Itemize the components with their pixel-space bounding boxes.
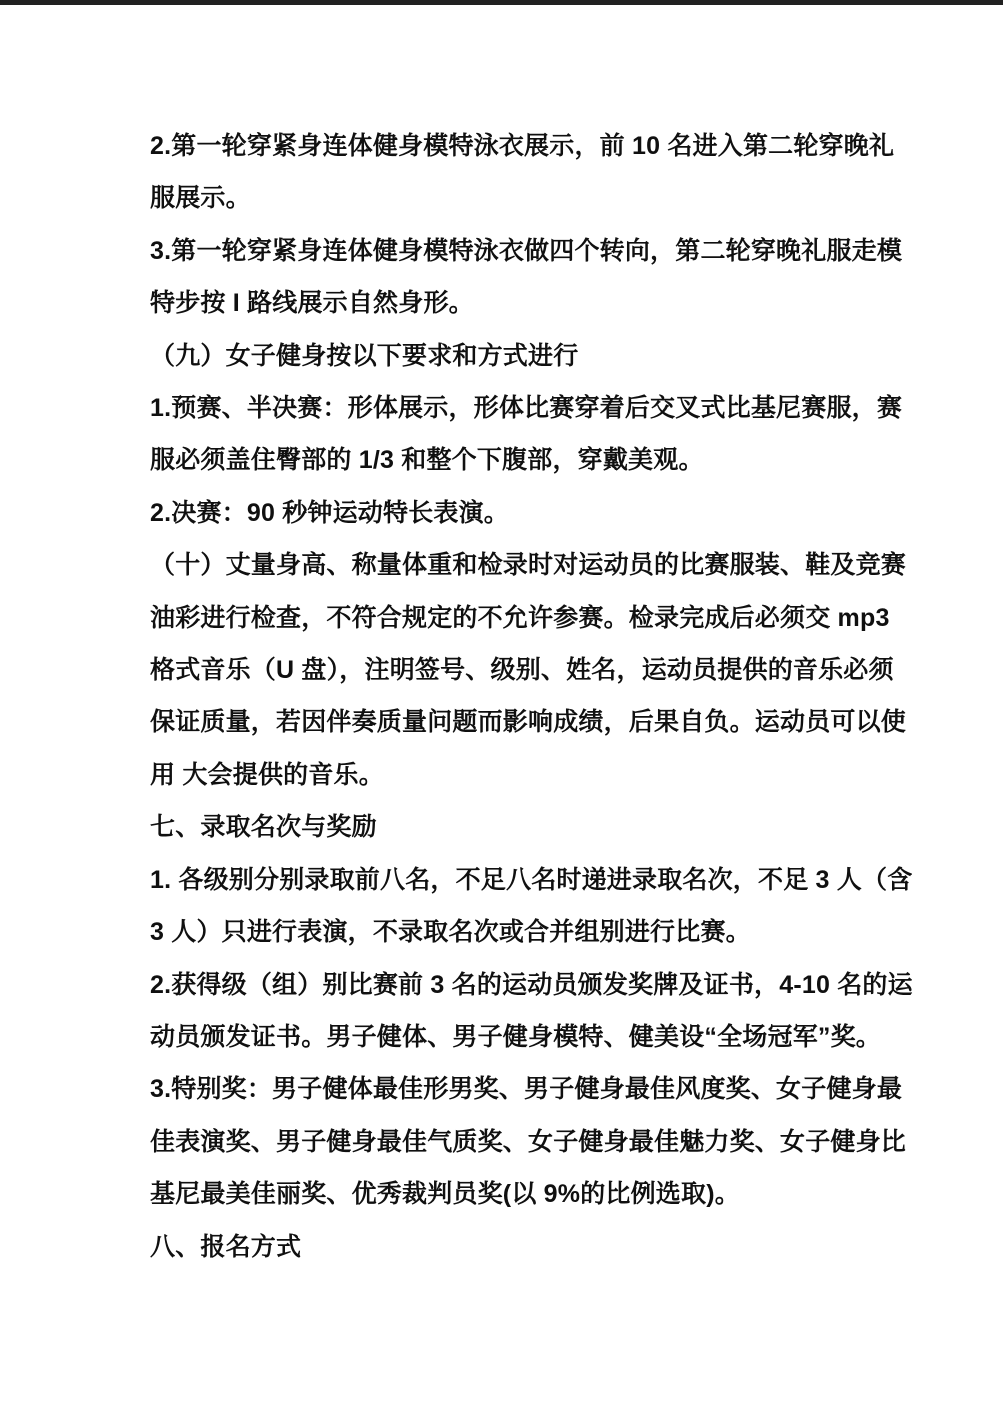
text-line: （九）女子健身按以下要求和方式进行	[150, 341, 579, 370]
text-line: 2.决赛：90 秒钟运动特长表演。	[150, 498, 510, 527]
text-line: 七、录取名次与奖励	[150, 813, 377, 842]
text-line: 佳表演奖、男子健身最佳气质奖、女子健身最佳魅力奖、女子健身比	[150, 1127, 907, 1156]
text-line: 保证质量，若因伴奏质量问题而影响成绩，后果自负。运动员可以使	[150, 708, 907, 737]
text-line: 3.特别奖：男子健体最佳形男奖、男子健身最佳风度奖、女子健身最	[150, 1075, 903, 1104]
text-line: 八、报名方式	[150, 1232, 302, 1261]
text-line: 服必须盖住臀部的 1/3 和整个下腹部，穿戴美观。	[150, 446, 704, 475]
text-line: 3 人）只进行表演，不录取名次或合并组别进行比赛。	[150, 918, 751, 947]
text-line: 特步按 I 路线展示自然身形。	[150, 289, 474, 318]
top-edge-bar	[0, 0, 1003, 5]
text-line: 1.预赛、半决赛：形体展示，形体比赛穿着后交叉式比基尼赛服，赛	[150, 394, 903, 423]
text-line: 3.第一轮穿紧身连体健身模特泳衣做四个转向，第二轮穿晚礼服走模	[150, 236, 903, 265]
text-line: 2.获得级（组）别比赛前 3 名的运动员颁发奖牌及证书，4-10 名的运	[150, 970, 913, 999]
text-line: 1. 各级别分别录取前八名，不足八名时递进录取名次，不足 3 人（含	[150, 865, 913, 894]
text-line: 油彩进行检查，不符合规定的不允许参赛。检录完成后必须交 mp3	[150, 603, 890, 632]
document-text-block	[150, 120, 913, 1273]
text-line: 动员颁发证书。男子健体、男子健身模特、健美设“全场冠军”奖。	[150, 1022, 882, 1051]
text-line: （十）丈量身高、称量体重和检录时对运动员的比赛服装、鞋及竞赛	[150, 551, 907, 580]
text-line: 2.第一轮穿紧身连体健身模特泳衣展示，前 10 名进入第二轮穿晚礼	[150, 132, 895, 160]
text-line: 格式音乐（U 盘），注明签号、级别、姓名，运动员提供的音乐必须	[150, 656, 894, 685]
text-line: 服展示。	[150, 184, 251, 213]
text-line: 用 大会提供的音乐。	[150, 760, 384, 789]
text-line: 基尼最美佳丽奖、优秀裁判员奖(以 9%的比例选取)。	[150, 1180, 740, 1209]
